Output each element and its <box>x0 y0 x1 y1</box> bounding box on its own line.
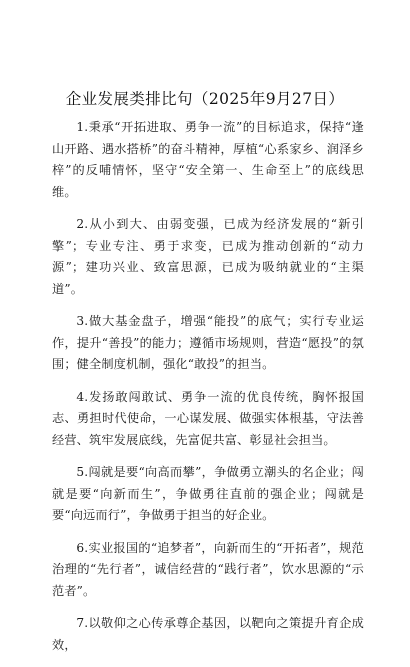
paragraph-3: 3.做大基金盘子，增强“能投”的底气；实行专业运作，提升“善投”的能力；遵循市场规则，营造“愿投”的氛围；健全制度机制，强化“敢投”的担当。 <box>52 314 364 371</box>
paragraph-7: 7.以敬仰之心传承尊企基因，以靶向之策提升育企成效， <box>52 616 364 652</box>
paragraph-4: 4.发扬敢闯敢试、勇争一流的优良传统，胸怀报国志、勇担时代使命，一心谋发展、做强实体根基，守法善经营、筑牢发展底线，先富促共富、彰显社会担当。 <box>52 389 364 447</box>
document-body <box>52 117 364 667</box>
document-title: 企业发展类排比句（2025年9月27日） <box>65 90 345 108</box>
paragraph-6: 6.实业报国的“追梦者”，向新而生的“开拓者”，规范治理的“先行者”，诚信经营的“践行者”，饮水思源的“示范者”。 <box>52 540 364 598</box>
paragraph-2: 2.从小到大、由弱变强，已成为经济发展的“新引擎”；专业专注、勇于求变，已成为推动创新的“动力源”；建功兴业、致富思源，已成为吸纳就业的“主渠道”。 <box>52 217 364 296</box>
paragraph-1: 1.秉承“开拓进取、勇争一流”的目标追求，保持“逢山开路、遇水搭桥”的奋斗精神，厚植“心系家乡、润泽乡梓”的反哺情怀，坚守“安全第一、生命至上”的底线思维。 <box>52 120 364 199</box>
paragraph-5: 5.闯就是要“向高而攀”，争做勇立潮头的名企业；闯就是要“向新而生”，争做勇往直前的强企业；闯就是要“向远而行”，争做勇于担当的好企业。 <box>52 465 364 522</box>
